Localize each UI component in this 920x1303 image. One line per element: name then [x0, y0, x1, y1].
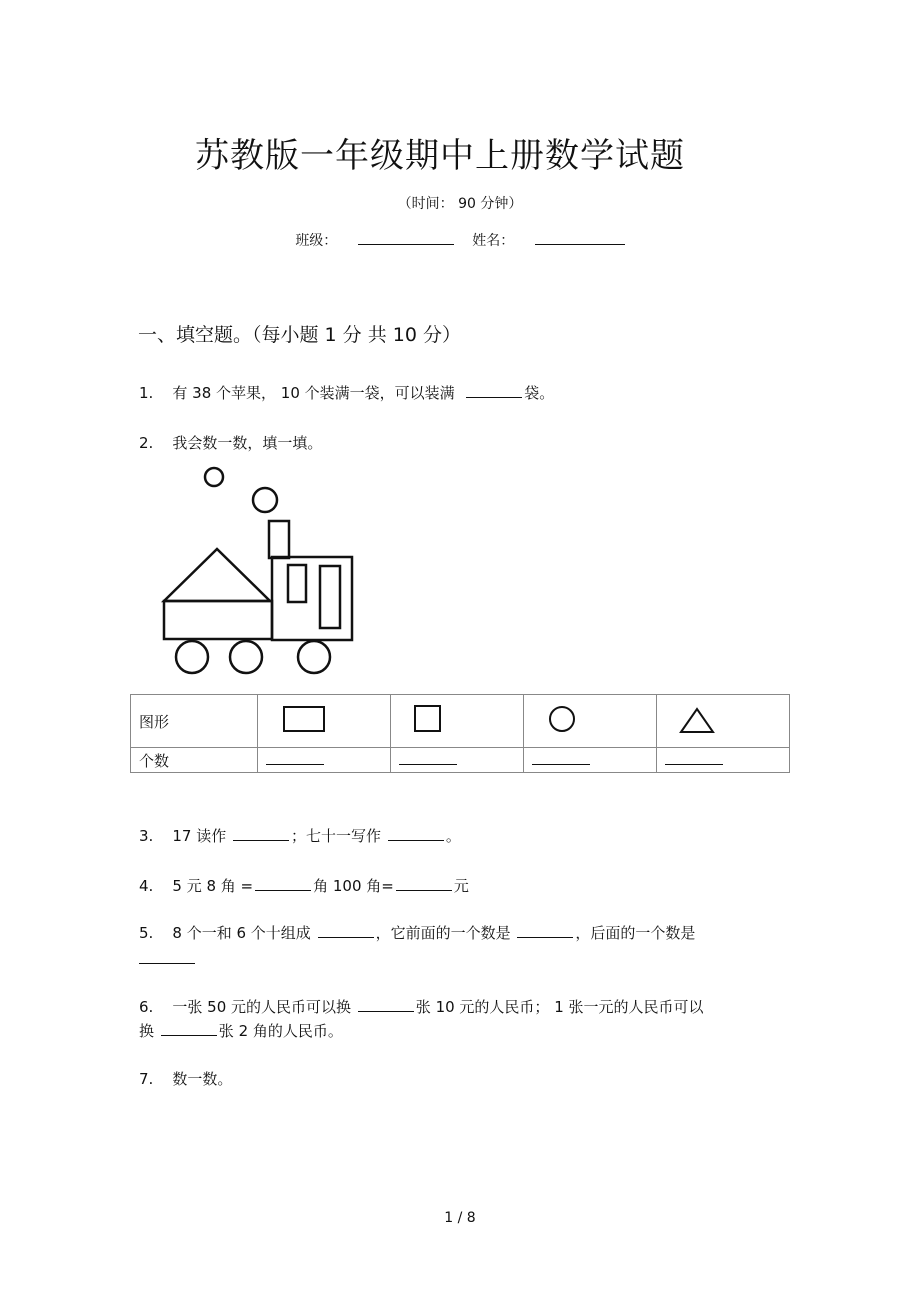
question-6	[139, 996, 704, 1017]
wheel-circle	[176, 641, 208, 673]
page-title: 苏教版一年级期中上册数学试题	[195, 136, 685, 176]
answer-blank[interactable]	[517, 925, 573, 938]
wheel-circle	[298, 641, 330, 673]
table-cell	[391, 695, 524, 748]
triangle-icon	[657, 695, 789, 743]
exam-time: （时间： 90 分钟）	[397, 196, 523, 212]
question-text: 张 2 角的人民币。	[218, 1022, 343, 1040]
table-cell	[258, 695, 391, 748]
question-text: ，后面的一个数是	[575, 924, 696, 942]
student-info	[0, 230, 920, 250]
table-cell	[258, 748, 391, 773]
question-number: 3.	[139, 827, 154, 845]
answer-blank[interactable]	[139, 951, 195, 964]
page-number: 1 / 8	[444, 1210, 476, 1226]
question-number: 7.	[139, 1070, 154, 1088]
count-blank[interactable]	[532, 754, 590, 765]
row-label: 图形	[139, 712, 170, 731]
name-blank[interactable]	[535, 232, 625, 245]
row-label: 个数	[139, 751, 170, 770]
question-5-continued	[139, 950, 195, 968]
answer-blank[interactable]	[396, 878, 452, 891]
question-text: 数一数。	[172, 1070, 233, 1088]
question-text: 张 10 元的人民币； 1 张一元的人民币可以	[415, 998, 704, 1016]
table-cell	[131, 748, 258, 773]
question-text: 8 个一和 6 个十组成	[172, 924, 311, 942]
question-number: 5.	[139, 924, 154, 942]
question-text: 。	[445, 827, 461, 845]
answer-blank[interactable]	[233, 828, 289, 841]
rectangle-icon	[258, 695, 390, 743]
window-rectangle	[288, 565, 306, 602]
circle-icon	[524, 695, 656, 743]
answer-blank[interactable]	[466, 385, 522, 398]
answer-blank[interactable]	[358, 999, 414, 1012]
question-4	[139, 875, 469, 896]
table-cell	[524, 695, 657, 748]
window-rectangle-tall	[320, 566, 340, 628]
name-label: 姓名：	[472, 233, 515, 249]
table-cell	[657, 748, 790, 773]
table-cell	[524, 748, 657, 773]
question-3	[139, 825, 461, 846]
count-blank[interactable]	[665, 754, 723, 765]
smoke-circle-small	[205, 468, 223, 486]
question-text: 袋。	[524, 384, 555, 402]
car-body-rectangle	[164, 601, 272, 639]
square-icon	[391, 695, 523, 743]
question-text: ；七十一写作	[291, 827, 382, 845]
shape-count-table	[130, 694, 790, 773]
question-2	[139, 432, 322, 453]
smoke-circle	[253, 488, 277, 512]
question-text: ，它前面的一个数是	[375, 924, 511, 942]
table-cell	[657, 695, 790, 748]
question-text: 5 元 8 角 =	[172, 877, 254, 895]
question-text: 我会数一数，填一填。	[172, 434, 323, 452]
question-text: 一张 50 元的人民币可以换	[172, 998, 352, 1016]
answer-blank[interactable]	[388, 828, 444, 841]
question-number: 2.	[139, 434, 154, 452]
question-text: 换	[139, 1022, 155, 1040]
question-5	[139, 922, 695, 943]
answer-blank[interactable]	[255, 878, 311, 891]
table-row	[131, 695, 790, 748]
train-figure	[150, 460, 360, 682]
question-text: 角 100 角=	[313, 877, 394, 895]
chimney-rectangle	[269, 521, 289, 558]
triangle-roof	[164, 549, 270, 601]
table-row	[131, 748, 790, 773]
class-label: 班级：	[295, 233, 338, 249]
section-title: 一、填空题。（每小题 1 分 共 10 分）	[138, 324, 461, 346]
answer-blank[interactable]	[161, 1023, 217, 1036]
question-number: 6.	[139, 998, 154, 1016]
question-7	[139, 1068, 232, 1089]
question-text: 有 38 个苹果， 10 个装满一袋，可以装满	[172, 384, 455, 402]
question-number: 4.	[139, 877, 154, 895]
table-cell	[131, 695, 258, 748]
answer-blank[interactable]	[318, 925, 374, 938]
question-6-continued	[139, 1020, 343, 1041]
count-blank[interactable]	[266, 754, 324, 765]
class-blank[interactable]	[358, 232, 454, 245]
table-cell	[391, 748, 524, 773]
question-number: 1.	[139, 384, 154, 402]
question-1	[139, 382, 554, 403]
wheel-circle	[230, 641, 262, 673]
question-text: 元	[453, 877, 469, 895]
question-text: 17 读作	[172, 827, 227, 845]
count-blank[interactable]	[399, 754, 457, 765]
